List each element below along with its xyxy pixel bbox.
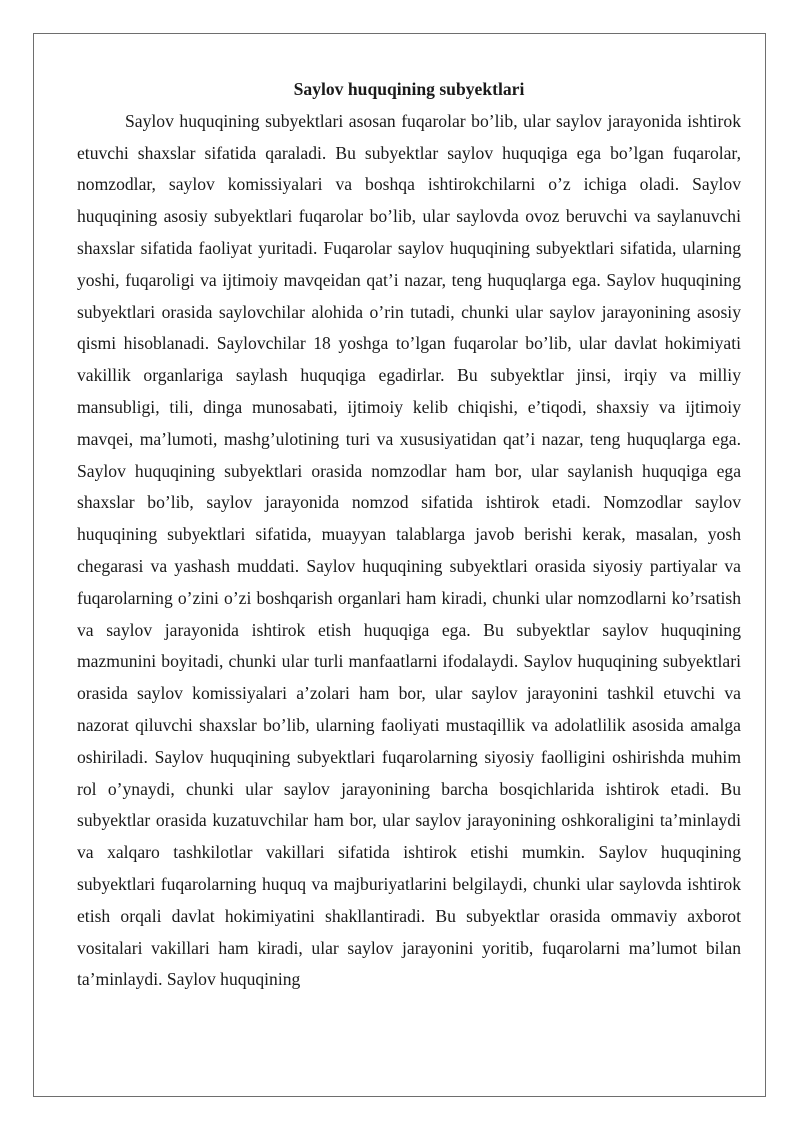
document-content [77,74,741,996]
document-title: Saylov huquqining subyektlari [293,79,525,99]
document-body-paragraph: Saylov huquqining subyektlari asosan fuqarolar bo’lib, ular saylov jarayonida ishtirok etuvchi shaxslar sifatida qaraladi. Bu subyektlar saylov huquqiga ega bo’lgan fuqarolar, nomzodlar, saylov komissiyalari va boshqa ishtirokchilarni o’z ichiga oladi. Saylov huquqining asosiy subyektlari fuqarolar bo’lib, ular saylovda ovoz beruvchi va saylanuvchi shaxslar sifatida faoliyat yuritadi. Fuqarolar saylov huquqining subyektlari sifatida, ularning yoshi, fuqaroligi va ijtimoiy mavqeidan qat’i nazar, teng huquqlarga ega. Saylov huquqining subyektlari orasida saylovchilar alohida o’rin tutadi, chunki ular saylov jarayonining asosiy qismi hisoblanadi. Saylovchilar 18 yoshga to’lgan fuqarolar bo’lib, ular davlat hokimiyati vakillik organlariga saylash huquqiga egadirlar. Bu subyektlar jinsi, irqiy va milliy mansubligi, tili, dinga munosabati, ijtimoiy kelib chiqishi, e’tiqodi, shaxsiy va ijtimoiy mavqei, ma’lumoti, mashg’ulotining turi va xususiyatidan qat’i nazar, teng huquqlarga ega. Saylov huquqining subyektlari orasida nomzodlar ham bor, ular saylanish huquqiga ega shaxslar bo’lib, saylov jarayonida nomzod sifatida ishtirok etadi. Nomzodlar saylov huquqining subyektlari sifatida, muayyan talablarga javob berishi kerak, masalan, yosh chegarasi va yashash muddati. Saylov huquqining subyektlari orasida siyosiy partiyalar va fuqarolarning o’zini o’zi boshqarish organlari ham kiradi, chunki ular nomzodlarni ko’rsatish va saylov jarayonida ishtirok etish huquqiga ega. Bu subyektlar saylov huquqining mazmunini boyitadi, chunki ular turli manfaatlarni ifodalaydi. Saylov huquqining subyektlari orasida saylov komissiyalari a’zolari ham bor, ular saylov jarayonini tashkil etuvchi va nazorat qiluvchi shaxslar bo’lib, ularning faoliyati mustaqillik va adolatlilik asosida amalga oshiriladi. Saylov huquqining subyektlari fuqarolarning siyosiy faolligini oshirishda muhim rol o’ynaydi, chunki ular saylov jarayonining barcha bosqichlarida ishtirok etadi. Bu subyektlar orasida kuzatuvchilar ham bor, ular saylov jarayonining oshkoraligini ta’minlaydi va xalqaro tashkilotlar vakillari sifatida ishtirok etishi mumkin. Saylov huquqining subyektlari fuqarolarning huquq va majburiyatlarini belgilaydi, chunki ular saylovda ishtirok etish orqali davlat hokimiyatini shakllantiradi. Bu subyektlar orasida ommaviy axborot vositalari vakillari ham kiradi, ular saylov jarayonini yoritib, fuqarolarni ma’lumot bilan ta’minlaydi. Saylov huquqining [77,110,741,990]
